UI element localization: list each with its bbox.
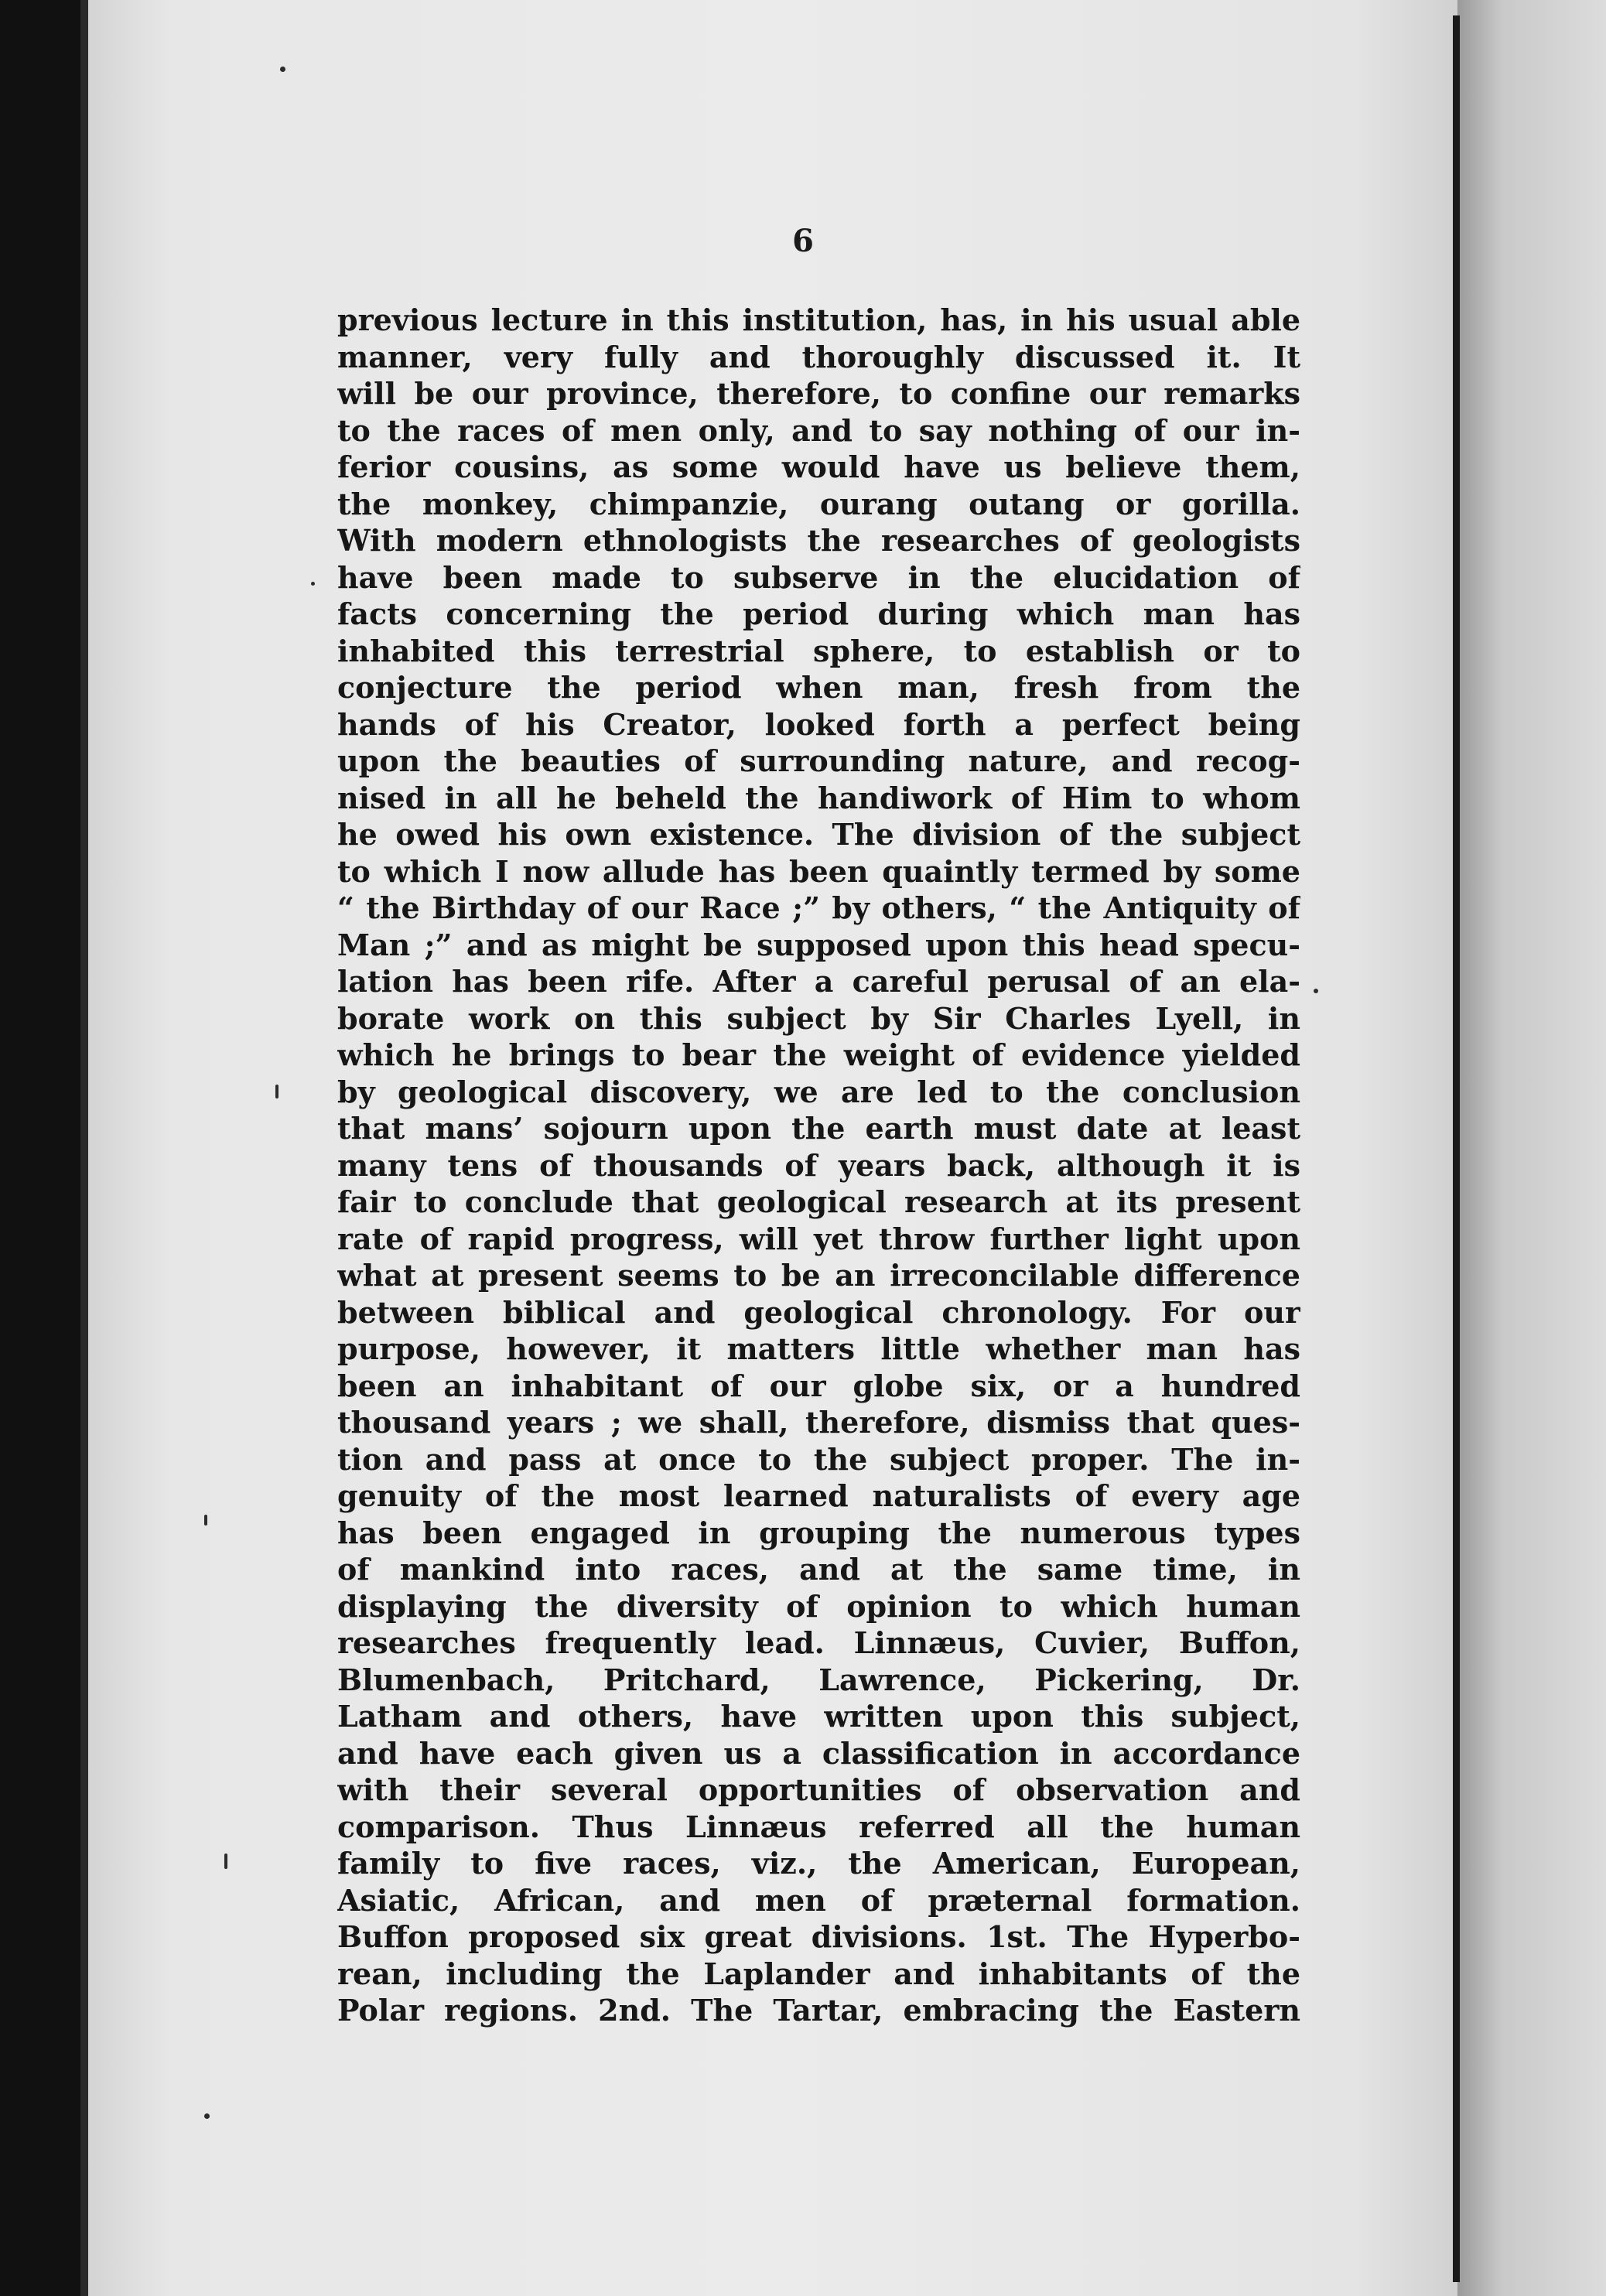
- text-line: hands of his Creator, looked forth a perfect being: [337, 706, 1300, 742]
- gutter-line: [1453, 15, 1460, 2282]
- speck: [1314, 989, 1318, 993]
- page-number: 6: [792, 223, 814, 259]
- text-line: what at present seems to be an irreconcilable difference: [337, 1258, 1300, 1293]
- speck: [311, 582, 315, 586]
- text-line: displaying the diversity of opinion to which human: [337, 1588, 1300, 1624]
- text-line: previous lecture in this institution, has, in his usual able: [337, 302, 1300, 337]
- text-line: many tens of thousands of years back, although it is: [337, 1147, 1300, 1183]
- text-line: With modern ethnologists the researches of geologists: [337, 523, 1300, 558]
- text-line: between biblical and geological chronology. For our: [337, 1294, 1300, 1330]
- text-line: ferior cousins, as some would have us believe them,: [337, 449, 1300, 484]
- text-line: Blumenbach, Pritchard, Lawrence, Pickering, Dr.: [337, 1662, 1300, 1697]
- text-line: researches frequently lead. Linnæus, Cuvier, Buffon,: [337, 1625, 1300, 1660]
- speck: [224, 1854, 227, 1869]
- text-line: upon the beauties of surrounding nature, and recog-: [337, 743, 1300, 778]
- facing-page-edge: [1457, 0, 1606, 2296]
- text-line: nised in all he beheld the handiwork of Him to whom: [337, 780, 1300, 815]
- text-line: comparison. Thus Linnæus referred all the human: [337, 1809, 1300, 1844]
- text-line: and have each given us a classification in accordance: [337, 1735, 1300, 1771]
- body-text: [337, 302, 1300, 2029]
- speck: [280, 67, 285, 72]
- text-line: rate of rapid progress, will yet throw further light upon: [337, 1221, 1300, 1256]
- text-line: thousand years ; we shall, therefore, dismiss that ques-: [337, 1405, 1300, 1440]
- text-line: which he brings to bear the weight of evidence yielded: [337, 1037, 1300, 1072]
- text-line: genuity of the most learned naturalists of every age: [337, 1478, 1300, 1513]
- text-line: will be our province, therefore, to confine our remarks: [337, 376, 1300, 411]
- speck: [204, 2113, 210, 2119]
- text-line: purpose, however, it matters little whether man has: [337, 1331, 1300, 1366]
- text-line: he owed his own existence. The division of the subject: [337, 817, 1300, 852]
- text-line: Man ;” and as might be supposed upon this head specu-: [337, 927, 1300, 962]
- text-line: Latham and others, have written upon this subject,: [337, 1699, 1300, 1734]
- text-line: Asiatic, African, and men of præternal formation.: [337, 1882, 1300, 1918]
- text-line: facts concerning the period during which man has: [337, 596, 1300, 631]
- text-line: manner, very fully and thoroughly discussed it. It: [337, 339, 1300, 374]
- text-line: family to five races, viz., the American, European,: [337, 1846, 1300, 1881]
- text-line: Buffon proposed six great divisions. 1st. The Hyperbo-: [337, 1919, 1300, 1954]
- text-line: borate work on this subject by Sir Charles Lyell, in: [337, 1000, 1300, 1036]
- text-line: with their several opportunities of observation and: [337, 1772, 1300, 1807]
- speck: [204, 1515, 207, 1526]
- text-line: the monkey, chimpanzie, ourang outang or gorilla.: [337, 486, 1300, 521]
- text-line: tion and pass at once to the subject proper. The in-: [337, 1441, 1300, 1477]
- text-line: fair to conclude that geological research at its present: [337, 1184, 1300, 1219]
- text-line: conjecture the period when man, fresh from the: [337, 670, 1300, 705]
- text-line: that mans’ sojourn upon the earth must date at least: [337, 1111, 1300, 1146]
- text-line: rean, including the Laplander and inhabitants of the: [337, 1956, 1300, 1991]
- text-line: “ the Birthday of our Race ;” by others, “ the Antiquity of: [337, 890, 1300, 925]
- text-line: Polar regions. 2nd. The Tartar, embracing the Eastern: [337, 1993, 1300, 2028]
- text-line: have been made to subserve in the elucidation of: [337, 559, 1300, 595]
- text-line: been an inhabitant of our globe six, or a hundred: [337, 1368, 1300, 1403]
- text-line: by geological discovery, we are led to the conclusion: [337, 1074, 1300, 1109]
- text-line: to the races of men only, and to say nothing of our in-: [337, 412, 1300, 448]
- text-line: of mankind into races, and at the same time, in: [337, 1552, 1300, 1587]
- text-line: inhabited this terrestrial sphere, to establish or to: [337, 633, 1300, 668]
- text-line: to which I now allude has been quaintly termed by some: [337, 853, 1300, 889]
- text-line: has been engaged in grouping the numerous types: [337, 1515, 1300, 1550]
- text-line: lation has been rife. After a careful perusal of an ela-: [337, 964, 1300, 999]
- speck: [275, 1085, 278, 1098]
